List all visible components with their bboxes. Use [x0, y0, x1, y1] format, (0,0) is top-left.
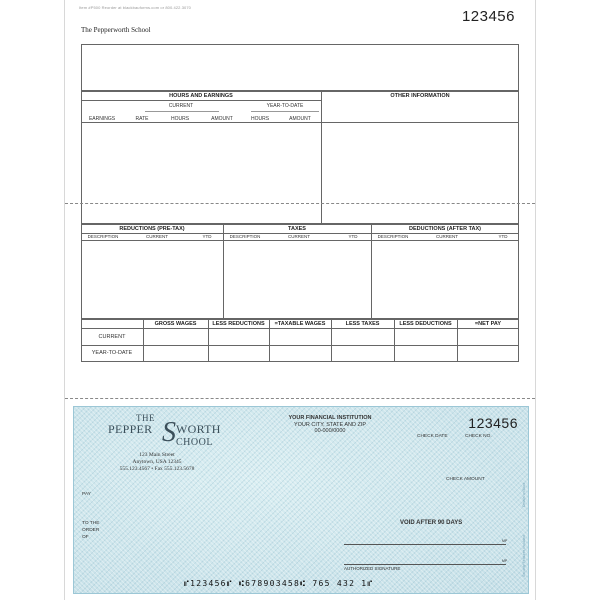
- perforation-line-bottom: [65, 398, 535, 399]
- payroll-check-page: [64, 0, 536, 600]
- hours-header-line: [81, 100, 321, 101]
- address-city: Anytown, USA 12345: [132, 459, 182, 465]
- side-text-details: Details on Back: [522, 482, 526, 507]
- col-amount-ytd: AMOUNT: [289, 116, 311, 122]
- ytd-group-line: [251, 111, 319, 112]
- deductions-aftertax-title: DEDUCTIONS (AFTER TAX): [408, 226, 481, 232]
- side-text-security: Security Features Included: [522, 535, 526, 577]
- current-label: CURRENT: [168, 103, 194, 109]
- col-hours-ytd: HOURS: [250, 116, 270, 122]
- institution-city: YOUR CITY, STATE AND ZIP: [293, 421, 367, 428]
- mp-mark-2: MP: [502, 559, 508, 563]
- reductions-col-description: DESCRIPTION: [87, 234, 119, 239]
- school-address: [112, 452, 202, 473]
- taxes-title: TAXES: [288, 226, 306, 232]
- check-body: [73, 406, 529, 594]
- financial-institution: [280, 415, 380, 435]
- perforation-line-top: [65, 203, 535, 204]
- reorder-micro-text: Item #P500 Reorder at blackbauforms.com or 800.422.3070: [79, 5, 192, 10]
- summary-row-line: [81, 345, 519, 346]
- mp-mark-1: MP: [502, 539, 508, 543]
- check-amount-label: CHECK AMOUNT: [446, 477, 485, 482]
- pay-label: PAY: [82, 492, 91, 497]
- summary-net-pay: =NET PAY: [474, 321, 502, 327]
- logo-s: S: [162, 417, 176, 448]
- hours-col-header-line: [81, 122, 519, 123]
- to-the-label: TO THE: [82, 521, 100, 526]
- check-date-label: CHECK DATE: [417, 434, 448, 439]
- deductions-col-line: [81, 240, 519, 241]
- year-to-date-label: YEAR-TO-DATE: [266, 103, 304, 109]
- col-amount-current: AMOUNT: [211, 116, 233, 122]
- address-street: 123 Main Street: [139, 452, 175, 458]
- summary-less-reductions: LESS REDUCTIONS: [212, 321, 265, 327]
- taxes-deductions-divider: [371, 224, 372, 319]
- signature-line-1: [344, 544, 506, 545]
- deductions-col-description: DESCRIPTION: [377, 234, 409, 239]
- hours-and-earnings-title: HOURS AND EARNINGS: [169, 93, 233, 99]
- hours-other-divider: [321, 91, 322, 224]
- other-information-title: OTHER INFORMATION: [390, 93, 450, 99]
- reductions-col-current: CURRENT: [146, 234, 168, 239]
- col-rate: RATE: [135, 116, 149, 122]
- summary-row-current: CURRENT: [98, 334, 126, 340]
- summary-row-ytd: YEAR-TO-DATE: [91, 350, 133, 356]
- reductions-col-ytd: YTD: [202, 234, 212, 239]
- order-label: ORDER: [82, 528, 100, 533]
- logo-pepper: PEPPER: [108, 422, 153, 436]
- taxes-col-ytd: YTD: [348, 234, 358, 239]
- stub-school-name: The Pepperworth School: [81, 26, 151, 34]
- institution-routing: 00-000/0000: [314, 428, 346, 434]
- signature-line-2: [344, 564, 506, 565]
- col-earnings: EARNINGS: [88, 116, 116, 122]
- taxes-col-current: CURRENT: [288, 234, 310, 239]
- stub-check-number: 123456: [461, 8, 515, 25]
- taxes-col-description: DESCRIPTION: [229, 234, 261, 239]
- check-no-label: CHECK NO.: [465, 434, 492, 439]
- summary-header-line: [81, 328, 519, 329]
- summary-less-deductions: LESS DEDUCTIONS: [399, 321, 452, 327]
- side-security-text: [520, 467, 530, 577]
- of-label: OF: [82, 535, 89, 540]
- address-phone: 555.123.4567 • Fax 555.123.5678: [119, 466, 195, 472]
- reductions-pretax-title: REDUCTIONS (PRE-TAX): [119, 226, 185, 232]
- summary-taxable-wages: =TAXABLE WAGES: [274, 321, 326, 327]
- stub-address-box: [81, 44, 519, 91]
- reductions-taxes-divider: [223, 224, 224, 319]
- logo-worth: WORTH: [176, 422, 221, 436]
- summary-less-taxes: LESS TAXES: [345, 321, 380, 327]
- summary-gross-wages: GROSS WAGES: [154, 321, 197, 327]
- deductions-col-ytd: YTD: [498, 234, 508, 239]
- current-group-line: [145, 111, 219, 112]
- logo-the: THE: [136, 413, 155, 423]
- micr-line: ⑈123456⑈ ⑆678903458⑆ 765 432 1⑈: [184, 579, 374, 588]
- logo-school: CHOOL: [176, 437, 213, 448]
- deductions-col-current: CURRENT: [436, 234, 458, 239]
- check-number: 123456: [468, 415, 518, 431]
- authorized-signature-label: AUTHORIZED SIGNATURE: [344, 566, 401, 571]
- void-after-90-days: VOID AFTER 90 DAYS: [400, 520, 463, 526]
- institution-name: YOUR FINANCIAL INSTITUTION: [288, 415, 372, 421]
- col-hours-current: HOURS: [170, 116, 190, 122]
